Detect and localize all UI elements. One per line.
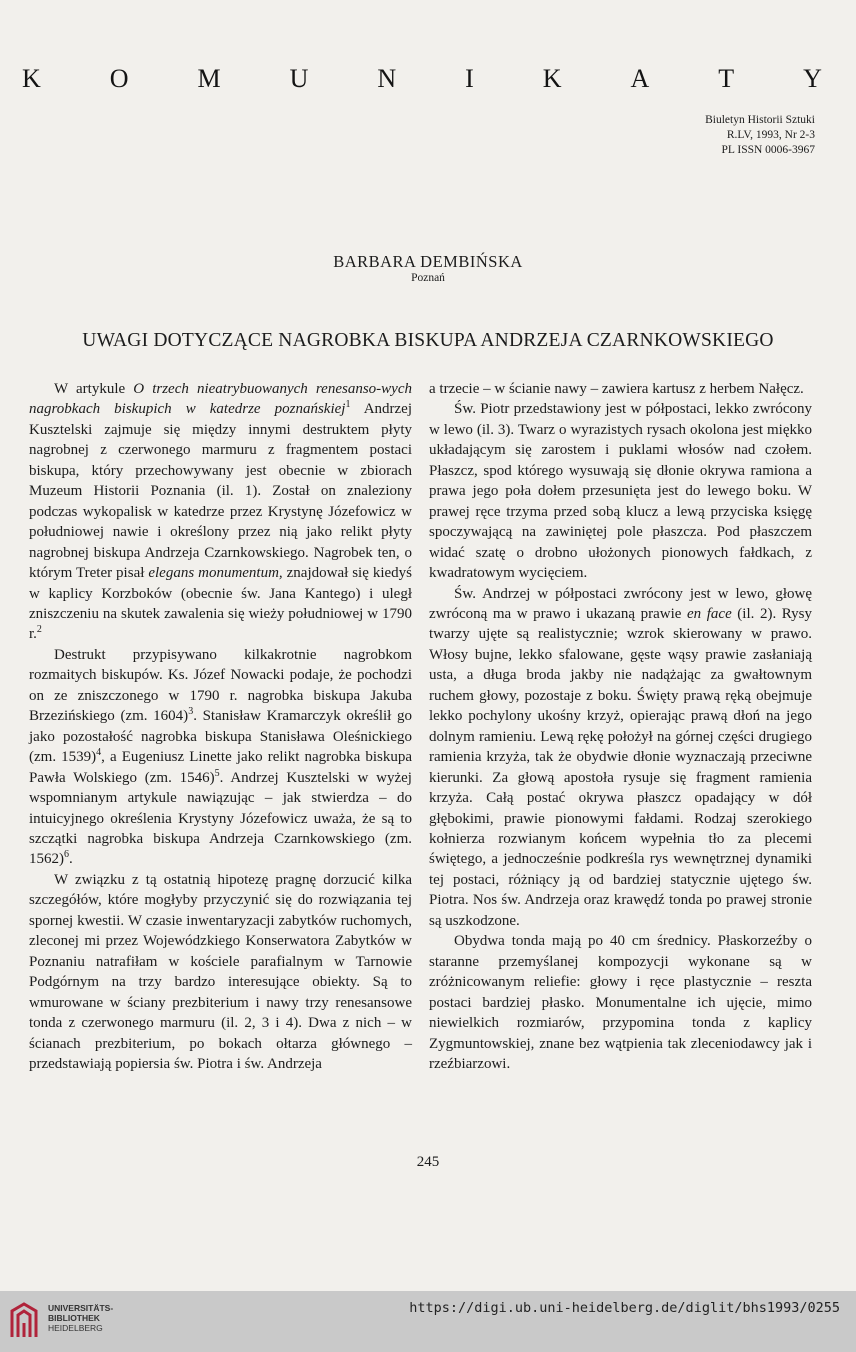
section-letter: N: [377, 64, 397, 93]
section-letter: K: [22, 64, 41, 93]
footnote-ref: 5: [214, 767, 220, 779]
section-letter: Y: [803, 64, 822, 93]
section-letter: I: [465, 64, 474, 93]
journal-name: Biuletyn Historii Sztuki: [705, 114, 815, 126]
footer-bar: [0, 1291, 856, 1352]
library-name: UNIVERSITÄTS- BIBLIOTHEK HEIDELBERG: [48, 1303, 114, 1333]
paragraph: Obydwa tonda mają po 40 cm średnicy. Płaskorzeźby o staranne przemyślanej kompozycji wykonane są w zróżnicowanym reliefie: głowy i ręce plastycznie – reszta postaci bardziej płasko. Monumentalne ich ujęcie, mimo niewielkich rozmiarów, przypomina tonda z kaplicy Zygmuntowskiej, znane bez wątpienia tak zleceniodawcy jak i rzeźbiarzowi.: [429, 933, 812, 1072]
italic-phrase: en face: [687, 605, 732, 622]
section-letter: O: [109, 64, 129, 93]
paragraph: Destrukt przypisywano kilkakrotnie nagrobkom rozmaitych biskupów. Ks. Józef Nowacki podaje, że pochodzi on ze zniszczonego w 1790 r. nagrobka biskupa Jakuba Brzezińskiego (zm. 1604)$^3$. Stanisław Kramarczyk określił go jako pozostałość nagrobka biskupa Stanisława Oleśnickiego (zm. 1539)$^4$, a Eugeniusz Linette jako relikt nagrobka biskupa Pawła Wolskiego (zm. 1546)$^5$. Andrzej Kusztelski w wyżej wspomnianym artykule nawiązując – jak stwierdza – do intuicyjnego określenia Krystyny Józefowicz uważa, że są to szczątki nagrobka biskupa Andrzeja Czarnkowskiego (zm. 1562)$^6$.: [29, 646, 412, 868]
section-letter: K: [542, 64, 562, 93]
page-number: 245: [416, 1154, 440, 1170]
footnote-ref: 6: [64, 849, 69, 861]
section-letter: U: [289, 64, 309, 93]
journal-issn: PL ISSN 0006-3967: [721, 144, 815, 156]
right-column: [429, 379, 812, 1074]
journal-volume: R.LV, 1993, Nr 2-3: [726, 129, 815, 141]
footnote-ref: 3: [188, 706, 194, 718]
section-letter: A: [630, 64, 650, 93]
footnote-ref: 1: [345, 399, 351, 411]
section-heading: [22, 64, 822, 94]
section-letter: M: [197, 64, 221, 93]
footnote-ref: 4: [96, 747, 102, 759]
paragraph: Św. Andrzej w półpostaci zwrócony jest w lewo, głowę zwróconą ma w prawo i ukazaną prawie en face (il. 2). Rysy twarzy ujęte są realistycznie; wzrok skierowany w prawo. Włosy bujne, lekko sfalowane, gęste wąsy prawie zasłaniają usta, a długa broda jakby nie nadążając za gwałtownym ruchem głowy, pozostaje z boku. Święty prawą ręką obejmuje lekko pochylony ukośny krzyż, opierając prawą dłoń na jego dolnym ramieniu. Lewą rękę położył na górnej części drugiego ramienia krzyża, tak że obydwie dłonie wyznaczają przeciwne kierunki. Za głową apostoła rysuje się fragment ramienia krzyża. Całą postać okrywa płaszcz opadający w dół głębokimi, prawie pionowymi fałdami. Rodzaj szerokiego kołnierza rozwianym końcem wypełnia tło za plecemi świętego, a jednocześnie podkreśla rys wewnętrznej dynamiki tej postaci, różniący ją od bardziej statycznie ujętego św. Piotra. Nos św. Andrzeja oraz krawędź tonda po prawej stronie są uszkodzone.: [429, 585, 812, 929]
author-name: BARBARA DEMBIŃSKA: [333, 252, 523, 271]
library-logo-icon: [8, 1301, 40, 1341]
footnote-ref: 2: [36, 624, 42, 636]
paragraph: a trzecie – w ścianie nawy – zawiera kartusz z herbem Nałęcz.: [429, 381, 804, 397]
paragraph: W artykule O trzech nieatrybuowanych renesanso-wych nagrobkach biskupich w katedrze poznańskiej$^1$ Andrzej Kusztelski zajmuje się między innymi destruktem płyty nagrobnej z czerwonego marmuru z fragmentem postaci biskupa, który przechowywany jest obecnie w zbiorach Muzeum Historii Poznania (il. 1). Został on znaleziony podczas wykopalisk w katedrze przez Krystynę Józefowicz w południowej nawie i określony przez nią jako relikt płyty nagrobnej biskupa Andrzeja Czarnkowskiego. Nagrobek ten, o którym Treter pisał elegans monumentum, znajdował się kiedyś w kaplicy Korzboków (obecnie św. Jana Kantego) i uległ zniszczeniu na skutek zawalenia się wieży południowej w 1790 r.$^2$: [29, 381, 413, 643]
left-column: [29, 379, 412, 1074]
paragraph: Św. Piotr przedstawiony jest w półpostaci, lekko zwrócony w lewo (il. 3). Twarz o wyrazistych rysach okolona jest miękko układającym się zarostem i puklami włosów nad czołem. Płaszcz, spod którego wysuwają się dłonie okrywa ramiona a prawa jego poła dołem przesunięta jest do lewego boku. W prawej ręce trzyma przed sobą klucz a lewą przyciska księgę spoczywającą na zawiniętej pole płaszcza. Pod płaszczem widać szatę o drobno ułożonych pionowych fałdkach, z kwadratowym wycięciem.: [429, 401, 812, 582]
author-affiliation: Poznań: [411, 272, 445, 284]
article-title: UWAGI DOTYCZĄCE NAGROBKA BISKUPA ANDRZEJA CZARNKOWSKIEGO: [82, 330, 774, 351]
italic-quote: elegans monumentum,: [148, 565, 283, 582]
source-url-link[interactable]: https://digi.ub.uni-heidelberg.de/diglit/bhs1993/0255: [409, 1300, 840, 1316]
paragraph: W związku z tą ostatnią hipotezę pragnę dorzucić kilka szczegółów, które mogłyby przyczynić się do rozwiązania tej spornej kwestii. W czasie inwentaryzacji zabytków ruchomych, zleconej mi przez Wojewódzkiego Konserwatora Zabytków w Poznaniu natrafiłam w kościele parafialnym w Tarnowie Podgórnym na trzy bardzo interesujące obiekty. Są to wmurowane w ściany prezbiterium i nawy trzy renesansowe tonda z czerwonego marmuru (il. 2, 3 i 4). Dwa z nich – w ścianach prezbiterium, po bokach ołtarza głównego – przedstawiają popiersia św. Piotra i św. Andrzeja: [29, 871, 412, 1072]
section-letter: T: [718, 64, 735, 93]
journal-meta: [705, 113, 815, 158]
italic-title: O trzech nieatrybuowanych renesanso-wych nagrobkach biskupich w katedrze poznańskiej: [29, 381, 412, 418]
